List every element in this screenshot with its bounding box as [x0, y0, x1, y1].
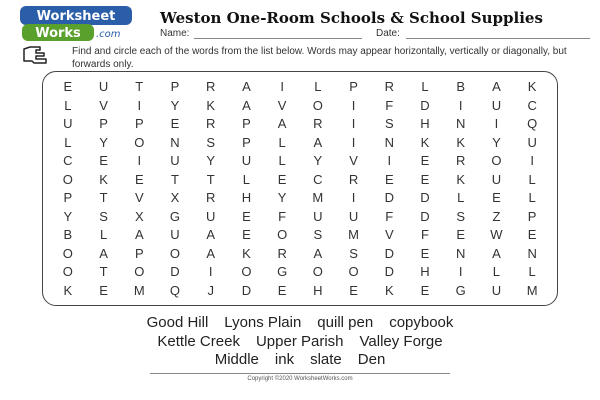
grid-cell[interactable]: Q [527, 116, 538, 131]
grid-cell[interactable]: U [206, 208, 216, 224]
word-list-item: Lyons Plain [224, 314, 302, 331]
grid-cell[interactable]: V [99, 97, 108, 113]
grid-cell[interactable]: U [527, 134, 537, 150]
grid-cell[interactable]: A [313, 134, 323, 150]
grid-cell[interactable]: I [351, 97, 356, 113]
grid-cell[interactable]: K [420, 134, 430, 150]
grid-cell[interactable]: O [134, 134, 145, 150]
grid-cell[interactable]: H [241, 190, 252, 205]
grid-cell[interactable]: E [349, 282, 358, 298]
grid-cell[interactable]: A [313, 245, 323, 261]
grid-cell[interactable]: T [99, 264, 108, 279]
grid-cell[interactable]: P [134, 245, 144, 261]
grid-cell[interactable]: L [242, 171, 251, 187]
grid-cell[interactable]: R [456, 153, 466, 168]
grid-cell[interactable]: O [312, 97, 323, 113]
grid-cell[interactable]: R [206, 79, 216, 94]
grid-cell[interactable]: D [420, 208, 430, 224]
svg-text:.com: .com [96, 29, 121, 40]
name-date-row [160, 28, 592, 42]
page-title: Weston One-Room Schools & School Supplies [160, 9, 543, 27]
grid-cell[interactable]: I [351, 190, 356, 205]
grid-cell[interactable]: J [207, 282, 214, 298]
word-list-item: Middle [214, 351, 259, 368]
grid-cell[interactable]: D [384, 264, 394, 279]
grid-cell[interactable]: A [242, 79, 251, 94]
grid-cell[interactable]: P [242, 134, 251, 150]
grid-cell[interactable]: P [170, 79, 180, 94]
grid-cell[interactable]: N [456, 116, 466, 131]
grid-cell[interactable]: N [527, 245, 537, 261]
grid-cell[interactable]: Q [169, 282, 181, 298]
grid-cell[interactable]: Y [313, 153, 323, 168]
grid-cell[interactable]: K [206, 97, 216, 113]
word-list-item: quill pen [317, 314, 374, 331]
grid-cell[interactable]: Y [170, 97, 180, 113]
grid-cell[interactable]: E [420, 282, 430, 298]
grid-cell[interactable]: L [457, 190, 465, 205]
grid-cell[interactable]: K [456, 171, 466, 187]
grid-cell[interactable]: O [62, 171, 73, 187]
grid-cell[interactable]: E [242, 208, 251, 224]
grid-cell[interactable]: H [420, 116, 430, 131]
grid-cell[interactable]: S [349, 245, 358, 261]
grid-cell[interactable]: O [134, 264, 145, 279]
grid-cell[interactable]: O [348, 264, 359, 279]
word-list-item: Den [357, 351, 386, 368]
grid-cell[interactable]: D [384, 245, 394, 261]
grid-cell[interactable]: L [528, 264, 536, 279]
grid-cell[interactable]: V [349, 153, 358, 168]
grid-cell[interactable]: W [490, 227, 503, 242]
grid-cell[interactable]: U [63, 116, 73, 131]
grid-cell[interactable]: I [530, 153, 534, 168]
grid-cell[interactable]: U [348, 208, 359, 224]
word-list [40, 314, 560, 370]
name-field-line[interactable] [194, 38, 362, 39]
worksheetworks-logo [20, 6, 138, 42]
grid-cell[interactable]: U [491, 97, 502, 113]
grid-cell[interactable]: S [206, 134, 216, 150]
grid-cell[interactable]: I [458, 97, 463, 113]
grid-cell[interactable]: Y [206, 153, 216, 168]
grid-cell[interactable]: M [312, 190, 324, 205]
grid-cell[interactable]: K [527, 79, 537, 94]
grid-cell[interactable]: P [63, 190, 73, 205]
word-list-item: Valley Forge [359, 332, 443, 350]
grid-cell[interactable]: I [494, 116, 499, 131]
grid-cell[interactable]: K [242, 245, 251, 261]
grid-cell[interactable]: G [277, 264, 288, 279]
grid-cell[interactable]: D [384, 190, 394, 205]
grid-cell[interactable]: I [387, 153, 392, 168]
grid-cell[interactable]: B [63, 227, 73, 242]
grid-cell[interactable]: A [99, 245, 108, 261]
grid-cell[interactable]: X [170, 190, 180, 205]
grid-cell[interactable]: V [384, 227, 394, 242]
grid-cell[interactable]: T [135, 79, 144, 94]
copyright-text: Copyright ©2020 WorksheetWorks.com [247, 376, 353, 382]
grid-cell[interactable]: U [313, 208, 323, 224]
grid-cell[interactable]: M [133, 282, 145, 298]
grid-cell[interactable]: E [420, 171, 430, 187]
grid-cell[interactable]: F [385, 208, 394, 224]
grid-cell[interactable]: A [206, 245, 216, 261]
word-list-item: Kettle Creek [157, 332, 240, 350]
grid-cell[interactable]: E [63, 79, 73, 94]
grid-cell[interactable]: U [170, 153, 180, 168]
grid-cell[interactable]: P [527, 208, 537, 224]
grid-cell[interactable]: R [206, 190, 216, 205]
pointing-hand-icon [22, 45, 48, 65]
grid-cell[interactable]: Y [277, 190, 287, 205]
svg-text:Worksheet: Worksheet [36, 9, 116, 24]
grid-cell[interactable]: Y [492, 134, 501, 150]
grid-cell[interactable]: B [456, 79, 466, 94]
grid-cell[interactable]: O [277, 227, 288, 242]
grid-cell[interactable]: I [351, 134, 356, 150]
grid-cell[interactable]: V [134, 190, 144, 205]
grid-cell[interactable]: D [170, 264, 180, 279]
grid-cell[interactable]: U [241, 153, 252, 168]
grid-cell[interactable]: I [280, 79, 284, 94]
date-field-line[interactable] [406, 38, 590, 39]
grid-cell[interactable]: M [526, 282, 538, 298]
grid-cell[interactable]: K [456, 134, 466, 150]
grid-cell[interactable]: G [455, 282, 466, 298]
grid-cell[interactable]: K [63, 282, 73, 298]
grid-cell[interactable]: E [277, 171, 287, 187]
grid-cell[interactable]: A [134, 227, 144, 242]
grid-cell[interactable]: L [528, 190, 536, 205]
grid-cell[interactable]: L [278, 134, 286, 150]
grid-cell[interactable]: A [206, 227, 216, 242]
word-list-item: slate [310, 351, 342, 368]
grid-cell[interactable]: K [99, 171, 108, 187]
grid-cell[interactable]: F [385, 97, 394, 113]
grid-cell[interactable]: A [242, 97, 251, 113]
logo-graphic [20, 6, 138, 42]
name-label: Name: [160, 28, 190, 39]
grid-cell[interactable]: U [491, 282, 502, 298]
grid-cell[interactable]: P [134, 116, 144, 131]
grid-cell[interactable]: F [278, 208, 287, 224]
grid-cell[interactable]: E [492, 190, 501, 205]
grid-cell[interactable]: L [492, 264, 501, 279]
grid-cell[interactable]: L [314, 79, 322, 94]
word-list-row [40, 333, 560, 352]
grid-cell[interactable]: E [277, 282, 287, 298]
grid-cell[interactable]: L [64, 134, 72, 150]
grid-cell[interactable]: O [62, 245, 73, 261]
grid-cell[interactable]: T [206, 171, 215, 187]
grid-cell[interactable]: D [420, 190, 430, 205]
grid-cell[interactable]: E [384, 171, 394, 187]
grid-cell[interactable]: E [527, 227, 537, 242]
grid-cell[interactable]: L [278, 153, 286, 168]
grid-cell[interactable]: U [491, 171, 502, 187]
grid-cell[interactable]: E [170, 116, 180, 131]
grid-cell[interactable]: D [420, 97, 430, 113]
grid-cell[interactable]: H [420, 264, 430, 279]
grid-cell[interactable]: E [420, 245, 430, 261]
grid-cell[interactable]: H [313, 282, 323, 298]
grid-cell[interactable]: R [384, 79, 394, 94]
grid-cell[interactable]: E [242, 227, 251, 242]
word-list-item: copybook [389, 314, 454, 331]
grid-cell[interactable]: S [99, 208, 108, 224]
grid-cell[interactable]: Z [492, 208, 501, 224]
grid-cell[interactable]: R [277, 245, 287, 261]
grid-cell[interactable]: I [208, 264, 213, 279]
grid-cell[interactable]: O [491, 153, 502, 168]
grid-cell[interactable]: N [456, 245, 466, 261]
grid-cell[interactable]: I [458, 264, 463, 279]
grid-cell[interactable]: T [99, 190, 108, 205]
grid-cell[interactable]: A [277, 116, 287, 131]
word-list-item: Good Hill [146, 314, 209, 331]
grid-cell[interactable]: E [134, 171, 144, 187]
grid-cell[interactable]: O [312, 264, 323, 279]
grid-cell[interactable]: A [492, 245, 501, 261]
grid-cell[interactable]: N [170, 134, 180, 150]
footer-divider [150, 373, 450, 374]
grid-cell[interactable]: R [313, 116, 323, 131]
svg-text:Works: Works [35, 26, 81, 41]
word-list-row [40, 314, 560, 333]
grid-cell[interactable]: F [421, 227, 429, 242]
grid-cell[interactable]: O [169, 245, 181, 261]
word-list-item: ink [274, 351, 295, 368]
grid-cell[interactable]: L [64, 97, 72, 113]
grid-cell[interactable]: E [420, 153, 430, 168]
grid-cell[interactable]: C [313, 171, 323, 187]
grid-cell[interactable]: S [456, 208, 466, 224]
letter-grid [50, 78, 550, 300]
grid-cell[interactable]: P [349, 79, 358, 94]
grid-cell[interactable]: A [492, 79, 501, 94]
grid-cell[interactable]: O [62, 264, 73, 279]
grid-cell[interactable]: Y [63, 208, 73, 224]
grid-cell[interactable]: I [137, 97, 142, 113]
grid-cell[interactable]: C [527, 97, 537, 113]
instructions-text: Find and circle each of the words from the list below. Words may appear horizontally, vertically or diagonally, but forwards only. [72, 46, 567, 70]
grid-cell[interactable]: E [99, 153, 108, 168]
grid-cell[interactable]: C [63, 153, 73, 168]
grid-cell[interactable]: G [169, 208, 181, 224]
grid-cell[interactable]: Y [99, 134, 108, 150]
grid-cell[interactable]: L [421, 79, 429, 94]
grid-cell[interactable]: L [99, 227, 108, 242]
grid-cell[interactable]: I [137, 153, 142, 168]
grid-cell[interactable]: R [206, 116, 216, 131]
grid-cell[interactable]: S [313, 227, 323, 242]
grid-cell[interactable]: O [241, 264, 252, 279]
grid-cell[interactable]: N [384, 134, 394, 150]
word-list-item: Upper Parish [255, 332, 344, 350]
grid-cell[interactable]: U [98, 79, 109, 94]
grid-cell[interactable]: V [277, 97, 287, 113]
grid-cell[interactable]: U [170, 227, 180, 242]
date-label: Date: [376, 28, 400, 39]
grid-cell[interactable]: K [384, 282, 394, 298]
grid-cell[interactable]: P [99, 116, 108, 131]
grid-cell[interactable]: S [384, 116, 394, 131]
grid-cell[interactable]: T [171, 171, 179, 187]
grid-cell[interactable]: E [99, 282, 108, 298]
grid-cell[interactable]: E [456, 227, 466, 242]
grid-cell[interactable]: R [348, 171, 359, 187]
word-list-row [40, 351, 560, 370]
grid-cell[interactable]: D [241, 282, 252, 298]
grid-cell[interactable]: X [134, 208, 144, 224]
grid-cell[interactable]: L [528, 171, 536, 187]
grid-cell[interactable]: P [242, 116, 251, 131]
grid-cell[interactable]: M [348, 227, 359, 242]
grid-cell[interactable]: I [351, 116, 356, 131]
